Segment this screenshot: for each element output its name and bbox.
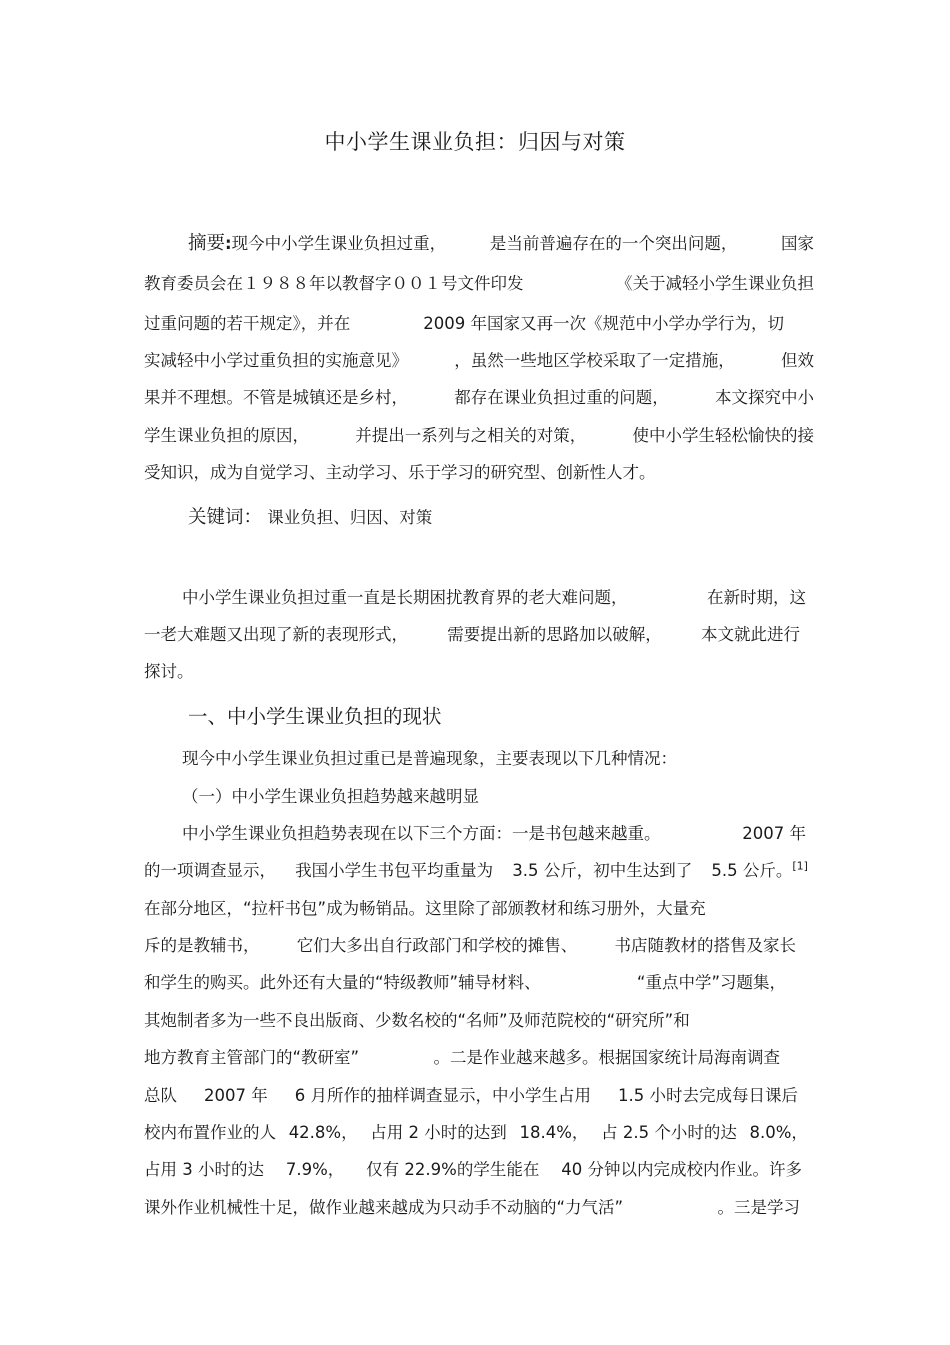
para-text-8d: 1.5 小时去完成每日课后 [618,1086,798,1105]
para-text-11b: 。三是学习 [717,1198,800,1217]
abstract-label: 摘要 [188,233,226,254]
keywords-label: 关键词： [188,507,263,528]
keywords-value: 课业负担、归因、对策 [267,508,433,527]
para-text-7b: 。二是作业越来越多。根据国家统计局海南调查 [433,1048,780,1067]
para-text-10b: 7.9%， [285,1160,345,1179]
document-title: 中小学生课业负担：归因与对策 [324,130,626,154]
para-text-5a: 和学生的购买。此外还有大量的“特级教师”辅导材料、 [144,973,541,992]
section-heading: 一、中小学生课业负担的现状 [188,705,442,728]
abstract-colon: : [225,234,232,253]
abstract-line-4 [144,350,814,372]
para-text-9f: 8.0%， [749,1123,808,1142]
para-text-11a: 课外作业机械性十足，做作业越来越成为只动手不动脑的“力气活” [144,1198,624,1217]
para-text-8c: 6 月所作的抽样调查显示，中小学生占用 [294,1086,591,1105]
abstract-text-3b: 2009 年国家又再一次《规范中小学办学行为，切 [423,314,784,333]
para-line-1 [182,823,806,845]
abstract-text-6a: 学生课业负担的原因， [144,426,309,445]
intro-line-3: 探讨。 [144,662,194,681]
para-text-9e: 占 2.5 个小时的达 [601,1123,737,1142]
para-text-8b: 2007 年 [204,1086,268,1105]
abstract-text-5a: 果并不理想。不管是城镇还是乡村， [144,388,408,407]
abstract-line-7: 受知识，成为自觉学习、主动学习、乐于学习的研究型、创新性人才。 [144,463,656,482]
abstract-text-3a: 过重问题的若干规定》，并在 [144,314,351,333]
para-text-1b: 2007 年 [742,824,806,843]
para-text-9a: 校内布置作业的人 [144,1123,276,1142]
para-line-11 [144,1197,800,1219]
para-text-10a: 占用 3 小时的达 [144,1160,264,1179]
abstract-line-1 [188,233,814,255]
intro-line-2 [144,624,800,646]
para-text-9c: 占用 2 小时的达到 [370,1123,507,1142]
citation-ref-1[interactable]: [1] [792,859,808,873]
para-text-9d: 18.4%， [519,1123,589,1142]
abstract-text-4b: ，虽然一些地区学校采取了一定措施， [454,351,735,370]
abstract-text-6c: 使中小学生轻松愉快的接 [632,426,814,445]
para-text-4c: 书店随教材的搭售及家长 [614,936,796,955]
para-line-6: 其炮制者多为一些不良出版商、少数名校的“名师”及师范院校的“研究所”和 [144,1011,690,1030]
para-text-2b: 我国小学生书包平均重量为 [295,861,494,880]
abstract-line-6 [144,425,814,447]
para-line-10 [144,1159,802,1181]
section-lead: 现今中小学生课业负担过重已是普遍现象，主要表现以下几种情况： [182,749,677,768]
para-text-7a: 地方教育主管部门的“教研室” [144,1048,360,1067]
abstract-text-1c: 国家 [781,234,814,253]
para-text-10d: 40 分钟以内完成校内作业。许多 [561,1160,802,1179]
keywords [188,507,858,529]
intro-text-2c: 本文就此进行 [701,625,800,644]
para-text-2c: 3.5 公斤，初中生达到了 [512,861,693,880]
para-text-9b: 42.8%， [288,1123,358,1142]
abstract-text-5c: 本文探究中小 [715,388,814,407]
para-text-5b: “重点中学”习题集， [636,973,786,992]
para-text-4a: 斥的是教辅书， [144,936,260,955]
abstract-line-2 [144,273,814,295]
para-line-9 [144,1122,808,1144]
para-text-4b: 它们大多出自行政部门和学校的摊售、 [296,936,578,955]
abstract-text-4c: 但效 [781,351,814,370]
para-text-2d: 5.5 公斤。 [711,861,793,880]
para-line-2 [144,860,808,882]
intro-text-2b: 需要提出新的思路加以破解， [447,625,662,644]
intro-text-1a: 中小学生课业负担过重一直是长期困扰教育界的老大难问题， [182,588,628,607]
intro-text-2a: 一老大难题又出现了新的表现形式， [144,625,408,644]
para-text-1a: 中小学生课业负担趋势表现在以下三个方面：一是书包越来越重。 [182,824,661,843]
para-text-2a: 的一项调查显示， [144,861,276,880]
abstract-line-3 [144,313,784,335]
abstract-text-2b: 《关于减轻小学生课业负担 [616,274,814,293]
para-line-8 [144,1085,798,1107]
subsection-heading: （一）中小学生课业负担趋势越来越明显 [182,787,479,806]
intro-line-1 [182,587,806,609]
abstract-text-2a: 教育委员会在１９８８年以教督字００１号文件印发 [144,274,524,293]
abstract-text-6b: 并提出一系列与之相关的对策， [355,426,587,445]
para-line-5 [144,972,786,994]
para-text-10c: 仅有 22.9%的学生能在 [366,1160,540,1179]
abstract-text-1b: 是当前普遍存在的一个突出问题， [489,234,738,253]
abstract-text-5b: 都存在课业负担过重的问题， [454,388,669,407]
para-line-4 [144,935,796,957]
abstract-text-1a: 现今中小学生课业负担过重， [231,234,447,253]
para-text-8a: 总队 [144,1086,177,1105]
abstract-text-4a: 实减轻中小学过重负担的实施意见》 [144,351,408,370]
abstract-line-5 [144,387,814,409]
para-line-7 [144,1047,780,1069]
intro-text-1b: 在新时期，这 [707,588,806,607]
para-line-3: 在部分地区，“拉杆书包”成为畅销品。这里除了部颁教材和练习册外，大量充 [144,899,706,918]
